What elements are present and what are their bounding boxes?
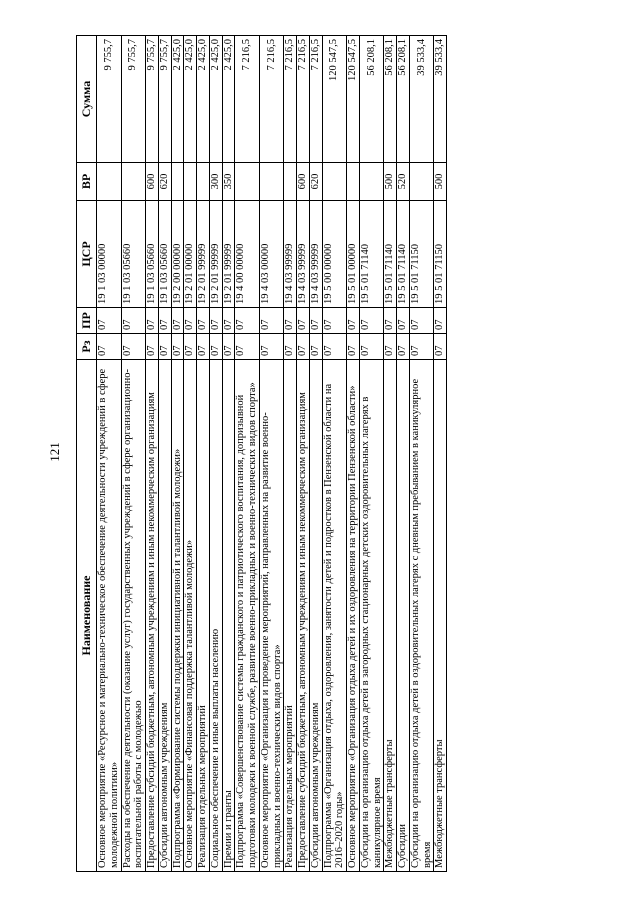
row-name: Субсидии на организацию отдыха детей в оздоровительных лагерях с дневным пребыванием в каникулярное время (409, 360, 434, 872)
row-vr: 300 (209, 163, 222, 201)
header-name: Наименование (77, 360, 97, 872)
row-sum: 9 755,7 (146, 36, 159, 163)
row-vr (171, 163, 184, 201)
header-csr: ЦСР (77, 201, 97, 308)
row-sum: 7 216,5 (259, 36, 284, 163)
row-sum: 2 425,0 (171, 36, 184, 163)
row-sum: 120 547,5 (322, 36, 347, 163)
row-pr: 07 (322, 308, 347, 334)
row-csr: 19 2 01 99999 (209, 201, 222, 308)
table-row (434, 36, 447, 872)
table-header-row (77, 36, 97, 872)
table-row (259, 36, 284, 872)
row-pr: 07 (259, 308, 284, 334)
row-name: Межбюджетные трансферты (384, 360, 397, 872)
row-pr: 07 (235, 308, 260, 334)
row-csr: 19 4 03 00000 (259, 201, 284, 308)
row-vr: 600 (297, 163, 310, 201)
row-sum: 56 208,1 (384, 36, 397, 163)
row-pr: 07 (171, 308, 184, 334)
row-rz: 07 (384, 334, 397, 360)
row-sum: 9 755,7 (158, 36, 171, 163)
row-pr: 07 (397, 308, 410, 334)
row-name: Основное мероприятие «Организация отдыха детей и их оздоровления на территории Пензенской области» (347, 360, 360, 872)
row-name: Расходы на обеспечение деятельности (оказание услуг) государственных учреждений в сфере организационно-воспитательной работы с молодежью (121, 360, 146, 872)
table-row (359, 36, 384, 872)
row-vr (359, 163, 384, 201)
row-rz: 07 (397, 334, 410, 360)
row-rz: 07 (146, 334, 159, 360)
table-row (222, 36, 235, 872)
row-vr (347, 163, 360, 201)
row-vr (235, 163, 260, 201)
row-name: Основное мероприятие «Финансовая поддержка талантливой молодежи» (184, 360, 197, 872)
row-csr: 19 5 01 71140 (359, 201, 384, 308)
row-csr: 19 4 00 00000 (235, 201, 260, 308)
row-vr: 500 (434, 163, 447, 201)
page-number: 121 (47, 442, 62, 462)
row-sum: 39 533,4 (409, 36, 434, 163)
row-sum: 7 216,5 (297, 36, 310, 163)
row-name: Межбюджетные трансферты (434, 360, 447, 872)
row-pr: 07 (284, 308, 297, 334)
row-sum: 7 216,5 (309, 36, 322, 163)
row-vr (322, 163, 347, 201)
table-row (284, 36, 297, 872)
row-sum: 2 425,0 (197, 36, 210, 163)
row-pr: 07 (184, 308, 197, 334)
row-sum: 9 755,7 (97, 36, 122, 163)
row-csr: 19 5 00 00000 (322, 201, 347, 308)
row-pr: 07 (359, 308, 384, 334)
row-sum: 9 755,7 (121, 36, 146, 163)
row-pr: 07 (347, 308, 360, 334)
row-name: Подпрограмма «Формирование системы поддержки инициативной и талантливой молодежи» (171, 360, 184, 872)
table-row (146, 36, 159, 872)
row-rz: 07 (235, 334, 260, 360)
row-vr: 520 (397, 163, 410, 201)
row-name: Предоставление субсидий бюджетным, автономным учреждениям и иным некоммерческим организациям (297, 360, 310, 872)
row-sum: 7 216,5 (284, 36, 297, 163)
row-csr: 19 1 03 05660 (158, 201, 171, 308)
row-vr (121, 163, 146, 201)
header-sum: Сумма (77, 36, 97, 163)
row-pr: 07 (146, 308, 159, 334)
row-rz: 07 (297, 334, 310, 360)
row-sum: 120 547,5 (347, 36, 360, 163)
row-csr: 19 5 01 71150 (434, 201, 447, 308)
row-sum: 56 208,1 (359, 36, 384, 163)
row-vr (197, 163, 210, 201)
row-rz: 07 (184, 334, 197, 360)
row-name: Субсидии (397, 360, 410, 872)
row-rz: 07 (158, 334, 171, 360)
budget-table (76, 35, 447, 872)
row-rz: 07 (309, 334, 322, 360)
row-name: Подпрограмма «Организация отдыха, оздоровления, занятости детей и подростков в Пензенской области на 2016–2020 годы» (322, 360, 347, 872)
row-rz: 07 (409, 334, 434, 360)
row-rz: 07 (284, 334, 297, 360)
table-body (97, 36, 447, 872)
row-csr: 19 1 03 05660 (121, 201, 146, 308)
table-row (171, 36, 184, 872)
row-vr (409, 163, 434, 201)
row-rz: 07 (121, 334, 146, 360)
row-csr: 19 5 01 71140 (384, 201, 397, 308)
row-vr: 620 (158, 163, 171, 201)
row-pr: 07 (158, 308, 171, 334)
rotated-table-container (76, 36, 591, 872)
row-vr: 350 (222, 163, 235, 201)
row-rz: 07 (322, 334, 347, 360)
row-name: Основное мероприятие «Организация и проведение мероприятий, направленных на развитие военно-прикладных и военно-технических видов спорта» (259, 360, 284, 872)
row-rz: 07 (259, 334, 284, 360)
row-name: Подпрограмма «Совершенствование системы гражданского и патриотического воспитания, допризывной подготовки молодежи к военной службе, развитие военно-прикладных и военно-технических видов спорта» (235, 360, 260, 872)
row-csr: 19 2 01 99999 (197, 201, 210, 308)
table-row (121, 36, 146, 872)
row-sum: 2 425,0 (209, 36, 222, 163)
row-csr: 19 4 03 99999 (309, 201, 322, 308)
header-vr: ВР (77, 163, 97, 201)
table-row (158, 36, 171, 872)
row-rz: 07 (97, 334, 122, 360)
row-csr: 19 2 00 00000 (171, 201, 184, 308)
row-name: Субсидии автономным учреждениям (309, 360, 322, 872)
row-csr: 19 5 01 00000 (347, 201, 360, 308)
row-name: Премии и гранты (222, 360, 235, 872)
table-row (409, 36, 434, 872)
table-row (297, 36, 310, 872)
row-pr: 07 (121, 308, 146, 334)
row-csr: 19 4 03 99999 (297, 201, 310, 308)
row-pr: 07 (409, 308, 434, 334)
row-csr: 19 2 01 00000 (184, 201, 197, 308)
row-vr (259, 163, 284, 201)
row-vr: 620 (309, 163, 322, 201)
row-pr: 07 (434, 308, 447, 334)
row-name: Реализация отдельных мероприятий (284, 360, 297, 872)
table-row (184, 36, 197, 872)
row-name: Субсидии на организацию отдыха детей в загородных стационарных детских оздоровительных лагерях в каникулярное время (359, 360, 384, 872)
row-csr: 19 1 03 05660 (146, 201, 159, 308)
row-vr (184, 163, 197, 201)
header-pr: ПР (77, 308, 97, 334)
row-sum: 7 216,5 (235, 36, 260, 163)
row-sum: 2 425,0 (184, 36, 197, 163)
row-csr: 19 5 01 71150 (409, 201, 434, 308)
row-rz: 07 (434, 334, 447, 360)
row-pr: 07 (297, 308, 310, 334)
table-row (197, 36, 210, 872)
table-row (209, 36, 222, 872)
row-csr: 19 2 01 99999 (222, 201, 235, 308)
table-row (384, 36, 397, 872)
row-vr: 500 (384, 163, 397, 201)
row-sum: 39 533,4 (434, 36, 447, 163)
row-vr (284, 163, 297, 201)
header-rz: Рз (77, 334, 97, 360)
table-row (235, 36, 260, 872)
row-name: Предоставление субсидий бюджетным, автономным учреждениям и иным некоммерческим организациям (146, 360, 159, 872)
row-pr: 07 (97, 308, 122, 334)
table-row (347, 36, 360, 872)
row-vr (97, 163, 122, 201)
row-pr: 07 (209, 308, 222, 334)
table-row (397, 36, 410, 872)
row-rz: 07 (197, 334, 210, 360)
row-name: Реализация отдельных мероприятий (197, 360, 210, 872)
table-row (309, 36, 322, 872)
table-row (322, 36, 347, 872)
row-pr: 07 (309, 308, 322, 334)
row-sum: 56 208,1 (397, 36, 410, 163)
row-pr: 07 (384, 308, 397, 334)
row-name: Основное мероприятие «Ресурсное и материально-техническое обеспечение деятельности учреждений в сфере молодежной политики» (97, 360, 122, 872)
row-pr: 07 (222, 308, 235, 334)
row-rz: 07 (359, 334, 384, 360)
row-pr: 07 (197, 308, 210, 334)
row-name: Субсидии автономным учреждениям (158, 360, 171, 872)
row-name: Социальное обеспечение и иные выплаты населению (209, 360, 222, 872)
table-row (97, 36, 122, 872)
row-sum: 2 425,0 (222, 36, 235, 163)
row-rz: 07 (222, 334, 235, 360)
row-rz: 07 (171, 334, 184, 360)
row-csr: 19 5 01 71140 (397, 201, 410, 308)
row-rz: 07 (209, 334, 222, 360)
row-csr: 19 1 03 00000 (97, 201, 122, 308)
row-vr: 600 (146, 163, 159, 201)
row-csr: 19 4 03 99999 (284, 201, 297, 308)
row-rz: 07 (347, 334, 360, 360)
